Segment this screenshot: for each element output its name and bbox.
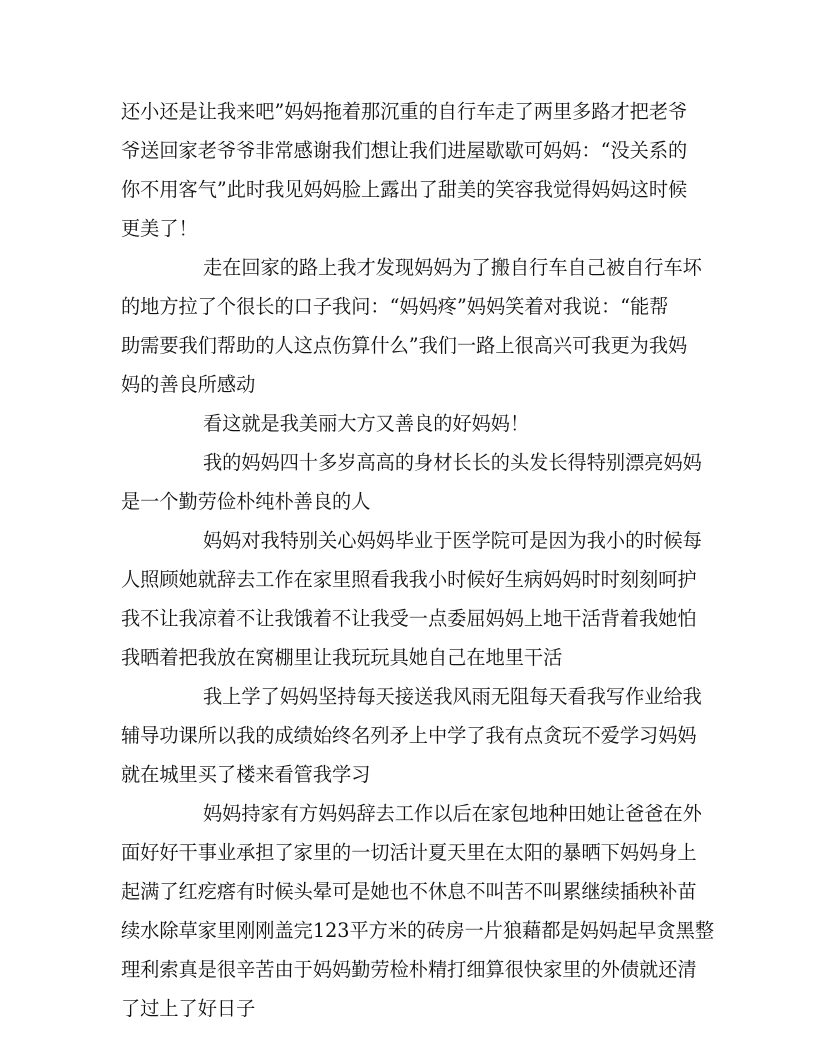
- text-line: 助需要我们帮助的人这点伤算什么”我们一路上很高兴可我更为我妈: [121, 334, 688, 357]
- text-line: 你不用客气”此时我见妈妈脸上露出了甜美的笑容我觉得妈妈这时候: [121, 178, 688, 201]
- paragraph-7: [121, 794, 715, 1028]
- text-line: 我上学了妈妈坚持每天接送我风雨无阻每天看我写作业给我: [203, 685, 702, 708]
- text-line: 辅导功课所以我的成绩始终名列矛上中学了我有点贪玩不爱学习妈妈: [121, 724, 697, 747]
- text-line: 起满了红疙瘩有时候头晕可是她也不休息不叫苦不叫累继续插秧补苗: [121, 880, 697, 903]
- paragraph-4: [121, 443, 701, 521]
- text-line: 理利索真是很辛苦由于妈妈勤劳检朴精打细算很快家里的外债就还清: [121, 958, 697, 981]
- paragraph-2: [121, 248, 701, 404]
- text-line: 看这就是我美丽大方又善良的好妈妈！: [203, 412, 530, 435]
- paragraph-3: [121, 404, 701, 443]
- text-line: 是一个勤劳俭朴纯朴善良的人: [121, 490, 371, 513]
- document-body: [121, 92, 715, 1028]
- text-line: 爷送回家老爷爷非常感谢我们想让我们进屋歇歇可妈妈：“没关系的: [121, 139, 688, 162]
- text-line: 妈妈持家有方妈妈辞去工作以后在家包地种田她让爸爸在外: [203, 802, 702, 825]
- text-line: 妈的善良所感动: [121, 373, 256, 396]
- text-line: 我不让我凉着不让我饿着不让我受一点委屈妈妈上地干活背着我她怕: [121, 607, 697, 630]
- text-line: 更美了！: [121, 217, 198, 240]
- paragraph-5: [121, 521, 701, 677]
- text-line: 面好好干事业承担了家里的一切活计夏天里在太阳的暴晒下妈妈身上: [121, 841, 697, 864]
- text-line: 了过上了好日子: [121, 997, 256, 1020]
- text-line: 妈妈对我特别关心妈妈毕业于医学院可是因为我小的时候每: [203, 529, 702, 552]
- text-line: 我晒着把我放在窝棚里让我玩玩具她自己在地里干活: [121, 646, 563, 669]
- paragraph-6: [121, 677, 701, 794]
- paragraph-1: [121, 92, 701, 248]
- text-line: 人照顾她就辞去工作在家里照看我我小时候好生病妈妈时时刻刻呵护: [121, 568, 697, 591]
- text-line: 续水除草家里刚刚盖完123平方米的砖房一片狼藉都是妈妈起早贪黑整: [121, 919, 715, 942]
- text-line: 我的妈妈四十多岁高高的身材长长的头发长得特别漂亮妈妈: [203, 451, 702, 474]
- text-line: 的地方拉了个很长的口子我问：“妈妈疼”妈妈笑着对我说：“能帮: [121, 295, 669, 318]
- text-line: 还小还是让我来吧”妈妈拖着那沉重的自行车走了两里多路才把老爷: [121, 100, 688, 123]
- text-line: 走在回家的路上我才发现妈妈为了搬自行车自己被自行车坏: [203, 256, 702, 279]
- text-line: 就在城里买了楼来看管我学习: [121, 763, 371, 786]
